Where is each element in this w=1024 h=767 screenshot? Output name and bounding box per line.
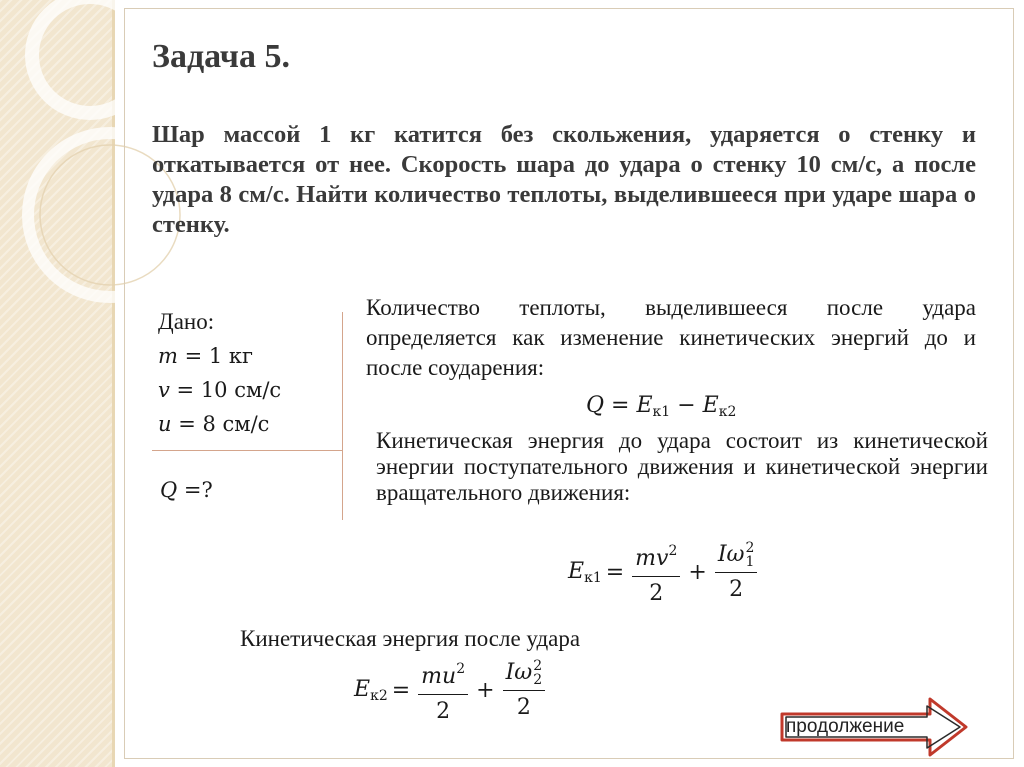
slide-title: Задача 5. [152,38,290,75]
given-vertical-divider [342,312,343,520]
problem-statement: Шар массой 1 кг катится без скольжения, ударяется о стенку и откатывается от нее. Скорость шара до удара о стенку 10 см/с, а после удара 8 см/с. Найти количество теплоты, выделившееся при ударе шара о стенку. [152,121,976,238]
solution-paragraph-1: Количество теплоты, выделившееся после удара определяется как изменение кинетических энергий до и после соударения: [366,295,976,380]
given-horizontal-divider [152,450,342,451]
rotational-energy-fraction-after: Iω 2 2 2 [503,658,546,723]
rotational-energy-fraction: Iω 2 1 2 [715,540,758,605]
given-block [158,305,281,441]
given-velocity-after: u = 8 см/с [158,412,270,436]
energy-before-equation: $E_{к1}$ = $\frac{mv^2}{2}$ + Iω 2 1 2 [568,536,761,609]
given-velocity-before: v = 10 см/с [158,378,282,402]
given-label: Дано: [158,309,215,334]
heat-equation: $Q = E_{к1} - E_{к2}$ [586,393,737,420]
unknown-quantity: Q =? [160,478,213,502]
continue-button-label[interactable]: продолжение [786,716,905,737]
solution-paragraph-2: Кинетическая энергия до удара состоит из кинетической энергии поступательного движения и кинетической энергии вращательного движения: [376,428,988,505]
given-mass: m = 1 кг [158,344,254,368]
translational-energy-fraction-after: $\frac{mu^2}{2}$ [418,654,468,727]
translational-energy-fraction: $\frac{mv^2}{2}$ [632,536,680,609]
energy-after-label: Кинетическая энергия после удара [240,626,581,651]
energy-after-equation: $E_{к2}$ = $\frac{mu^2}{2}$ + Iω 2 2 2 [354,654,549,727]
